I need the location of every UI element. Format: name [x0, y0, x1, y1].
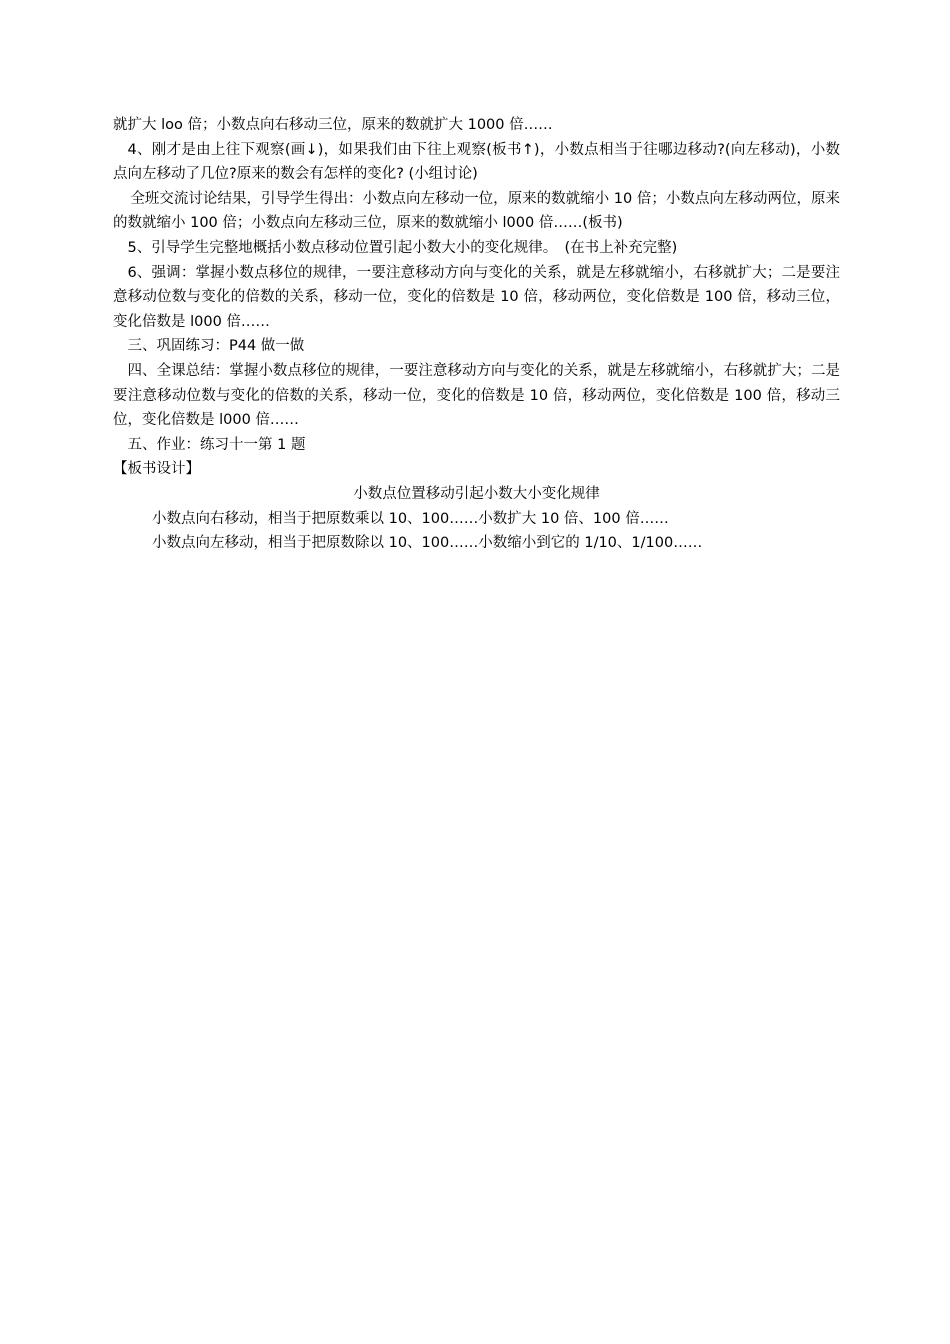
paragraph-continuation: 就扩大 loo 倍；小数点向右移动三位，原来的数就扩大 1000 倍…… [113, 117, 553, 133]
section-board-design-heading: 【板书设计】 [113, 461, 200, 478]
paragraph-step-6: 6、强调：掌握小数点移位的规律，一要注意移动方向与变化的关系，就是左移就缩小，右移就扩大；二是要注意移动位数与变化的倍数的关系，移动一位，变化的倍数是 10 倍，移动两位，变化倍数是 100 倍，移动三位，变化倍数是 l000 倍…… [113, 264, 840, 330]
board-line-left-move: 小数点向左移动，相当于把原数除以 10、100……小数缩小到它的 1/10、1/100…… [152, 535, 703, 552]
document-body [113, 113, 840, 556]
paragraph-class-discussion: 全班交流讨论结果，引导学生得出：小数点向左移动一位，原来的数就缩小 10 倍；小数点向左移动两位，原来的数就缩小 100 倍；小数点向左移动三位，原来的数就缩小 l000 倍……(板书) [113, 190, 840, 232]
board-title: 小数点位置移动引起小数大小变化规律 [353, 485, 600, 502]
paragraph-step-5: 5、引导学生完整地概括小数点移动位置引起小数大小的变化规律。 (在书上补充完整) [127, 239, 678, 256]
board-line-right-move: 小数点向右移动，相当于把原数乘以 10、100……小数扩大 10 倍、100 倍…… [152, 510, 669, 527]
section-consolidation-practice: 三、巩固练习：P44 做一做 [127, 338, 305, 355]
paragraph-step-4: 4、刚才是由上往下观察(画↓)，如果我们由下往上观察(板书↑)，小数点相当于往哪边移动?(向左移动)，小数点向左移动了几位?原来的数会有怎样的变化? (小组讨论) [113, 141, 840, 183]
section-homework: 五、作业：练习十一第 1 题 [127, 436, 306, 453]
section-lesson-summary: 四、全课总结：掌握小数点移位的规律，一要注意移动方向与变化的关系，就是左移就缩小，右移就扩大；二是要注意移动位数与变化的倍数的关系，移动一位，变化的倍数是 10 倍，移动两位，变化倍数是 100 倍，移动三位，变化倍数是 l000 倍…… [113, 362, 840, 429]
